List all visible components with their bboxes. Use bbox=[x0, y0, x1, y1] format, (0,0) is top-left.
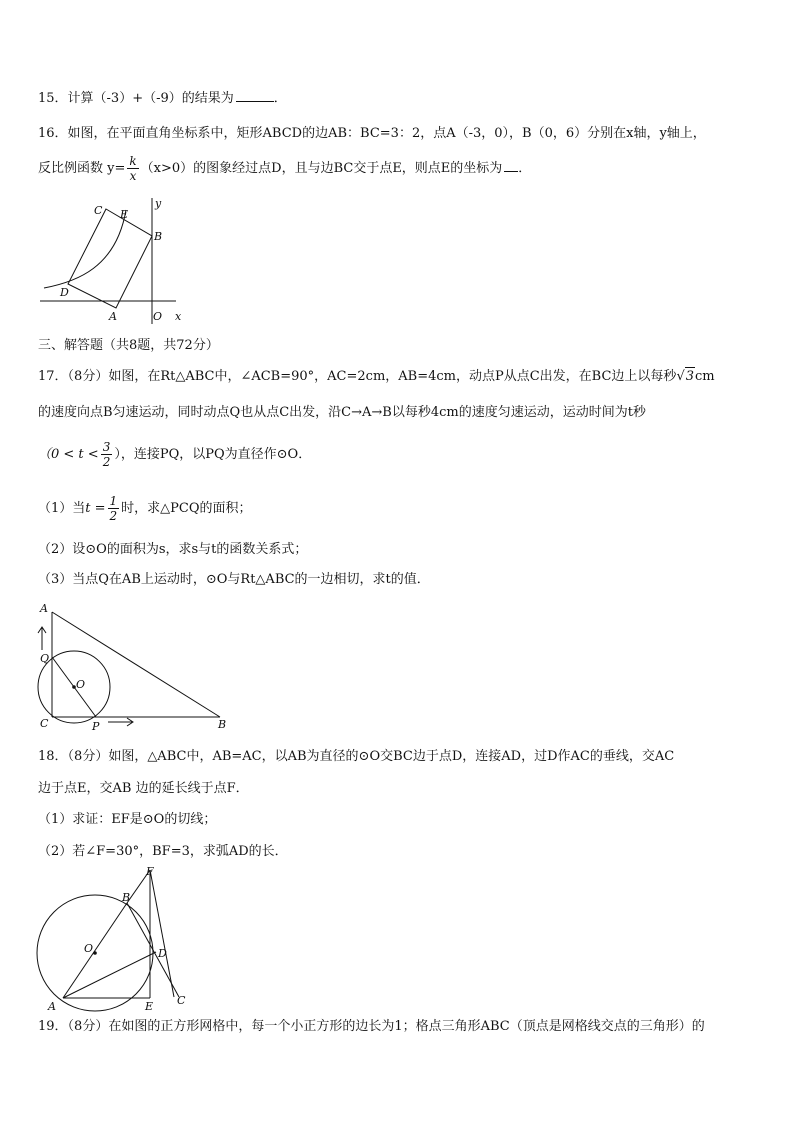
question-19-line1: 19．（8分）在如图的正方形网格中，每一个小正方形的边长为1；格点三角形ABC（顶点是网格线交点的三角形）的 bbox=[38, 1019, 705, 1034]
label-C: C bbox=[40, 717, 49, 730]
frac-numerator: 3 bbox=[102, 440, 111, 454]
label-E: E bbox=[145, 1000, 154, 1013]
question-18-line2: 边于点E，交AB 边的延长线于点F． bbox=[38, 781, 249, 796]
figure-q17 bbox=[34, 600, 234, 732]
label-x: x bbox=[175, 310, 182, 323]
q17-line1: 17．（8分）如图，在Rt△ABC中，∠ACB=90°，AC=2cm，AB=4cm，动点P从点C出发，在BC边上以每秒 bbox=[38, 369, 677, 384]
q16-line2-post: （x>0）的图象经过点D，且与边BC交于点E，则点E的坐标为 bbox=[140, 161, 503, 176]
label-P: P bbox=[92, 720, 100, 732]
label-C: C bbox=[177, 994, 186, 1007]
question-17-part3: （3）当点Q在AB上运动时，⊙O与Rt△ABC的一边相切，求t的值． bbox=[38, 572, 430, 587]
label-O: O bbox=[153, 310, 163, 323]
frac-denominator: 2 bbox=[109, 509, 118, 523]
frac-denominator: x bbox=[129, 169, 137, 183]
label-C: C bbox=[94, 204, 103, 217]
answer-blank bbox=[504, 159, 518, 172]
label-O: O bbox=[76, 678, 86, 691]
question-17-line1 bbox=[38, 367, 715, 386]
section-3-heading: 三、解答题（共8题，共72分） bbox=[38, 338, 219, 353]
question-18-part2: （2）若∠F=30°，BF=3，求弧AD的长． bbox=[38, 844, 288, 859]
q16-line2-pre: 反比例函数 y= bbox=[38, 161, 126, 176]
figure-q16 bbox=[36, 196, 186, 326]
question-16-line1: 16．如图，在平面直角坐标系中，矩形ABCD的边AB：BC=3：2，点A（-3，0），B（0，6）分别在x轴，y轴上， bbox=[38, 126, 706, 141]
label-A: A bbox=[40, 602, 48, 615]
question-18-part1: （1）求证：EF是⊙O的切线； bbox=[38, 812, 217, 827]
frac-denominator: 2 bbox=[102, 455, 111, 469]
label-O: O bbox=[84, 942, 94, 955]
label-D: D bbox=[158, 947, 167, 960]
label-B: B bbox=[218, 718, 227, 731]
sqrt-symbol: √ bbox=[676, 369, 685, 384]
q15-text: 15．计算（-3）+（-9）的结果为 bbox=[38, 91, 234, 106]
fraction-1-over-2 bbox=[108, 494, 120, 523]
label-y: y bbox=[155, 197, 162, 210]
q17-range-post: ），连接PQ，以PQ为直径作⊙O． bbox=[114, 447, 312, 462]
q17-unit: cm bbox=[695, 369, 715, 384]
question-17-part1 bbox=[38, 494, 252, 523]
frac-numerator: k bbox=[129, 154, 137, 168]
question-18-line1: 18．（8分）如图，△ABC中，AB=AC，以AB为直径的⊙O交BC边于点D，连接AD，过D作AC的垂线，交AC bbox=[38, 749, 675, 764]
fraction-k-over-x bbox=[127, 154, 138, 183]
label-F: F bbox=[146, 865, 154, 878]
frac-numerator: 1 bbox=[109, 494, 118, 508]
label-A: A bbox=[48, 1000, 56, 1013]
q17-p1-post: 时，求△PCQ的面积； bbox=[121, 501, 252, 516]
label-B: B bbox=[122, 891, 131, 904]
question-17-part2: （2）设⊙O的面积为s，求s与t的函数关系式； bbox=[38, 542, 308, 557]
question-15 bbox=[38, 89, 287, 108]
question-17-line3 bbox=[38, 440, 311, 469]
question-16-line2 bbox=[38, 154, 531, 183]
label-B: B bbox=[154, 230, 163, 243]
q17-p1-var: t = bbox=[85, 501, 106, 516]
sqrt-radicand: 3 bbox=[685, 369, 695, 384]
question-17-line2: 的速度向点B匀速运动，同时动点Q也从点C出发，沿C→A→B以每秒4cm的速度匀速运动，运动时间为t秒 bbox=[38, 405, 646, 420]
figure-q18 bbox=[34, 864, 194, 1014]
q15-end: ． bbox=[273, 91, 287, 106]
label-Q: Q bbox=[40, 652, 50, 665]
fraction-3-over-2 bbox=[101, 440, 113, 469]
q17-range-pre: （0 < t < bbox=[38, 447, 99, 462]
label-D: D bbox=[60, 286, 69, 299]
label-E: E bbox=[120, 208, 129, 221]
label-A: A bbox=[109, 310, 117, 323]
q17-p1-pre: （1）当 bbox=[38, 501, 86, 516]
q16-end: ． bbox=[518, 161, 532, 176]
answer-blank bbox=[236, 89, 274, 102]
